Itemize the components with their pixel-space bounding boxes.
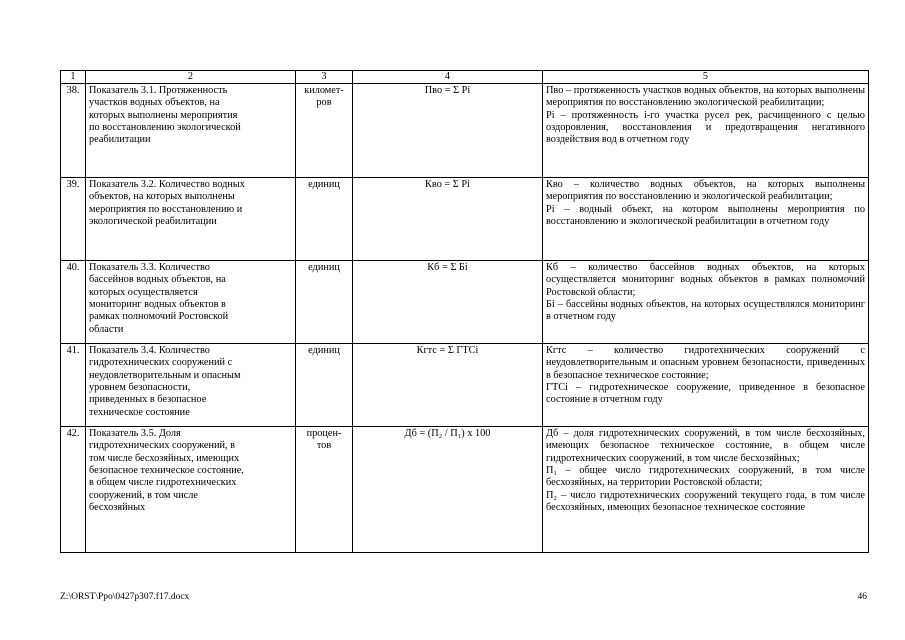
formula-cell: Кво = Σ Рi (353, 178, 543, 261)
description-paragraph: ГТСi – гидротехническое сооружение, приведенное в безопасное состояние в отчетном году (546, 382, 865, 406)
unit-cell (296, 178, 353, 261)
indicator-line: которых осуществляется (89, 286, 198, 298)
indicator-line: бесхозяйных (89, 502, 146, 514)
unit-line: километ- (304, 85, 344, 96)
description-paragraph: Пво – протяженность участков водных объектов, на которых выполнены мероприятия по восстановлению экологической реабилитации; (546, 85, 865, 109)
table-row (61, 84, 869, 178)
indicator-table (60, 70, 869, 553)
indicator-cell (86, 261, 296, 344)
indicator-line: Показатель 3.3. Количество (89, 262, 210, 273)
indicator-line: мероприятия по восстановлению и (89, 203, 243, 215)
description-cell (543, 427, 869, 553)
indicator-line: сооружений, в том числе (89, 489, 198, 501)
header-cell: 4 (353, 71, 543, 84)
unit-line: тов (316, 440, 332, 452)
header-cell: 3 (296, 71, 353, 84)
row-number: 38. (61, 84, 86, 178)
description-cell (543, 84, 869, 178)
formula-cell: Кб = Σ Бi (353, 261, 543, 344)
unit-line: единиц (308, 262, 340, 273)
description-paragraph: Рi – протяженность i-го участка русел рек, расчищенного с целью оздоровления, восстановления и предотвращения негативного воздействия вод в отчетном году (546, 109, 865, 146)
description-cell (543, 344, 869, 427)
unit-cell (296, 84, 353, 178)
indicator-line: том числе бесхозяйных, имеющих (89, 452, 240, 464)
indicator-line: гидротехнических сооружений, в (89, 440, 236, 452)
indicator-line: приведенных в безопасное (89, 394, 207, 406)
indicator-line: объектов, на которых выполнены (89, 191, 235, 203)
indicator-line: рамках полномочий Ростовской (89, 311, 229, 323)
indicator-line: по восстановлению экологической (89, 122, 241, 134)
unit-cell (296, 427, 353, 553)
indicator-line: бассейнов водных объектов, на (89, 274, 226, 286)
indicator-cell (86, 178, 296, 261)
row-number: 40. (61, 261, 86, 344)
formula-cell: Кгтс = Σ ГТСi (353, 344, 543, 427)
description-paragraph: Рi – водный объект, на котором выполнены мероприятия по восстановлению и экологической реабилитации в отчетном году (546, 203, 865, 228)
table-row (61, 427, 869, 553)
indicator-line: участков водных объектов, на (89, 97, 220, 109)
header-cell: 2 (86, 71, 296, 84)
indicator-line: неудовлетворительным и опасным (89, 369, 241, 381)
description-cell (543, 261, 869, 344)
table-row (61, 261, 869, 344)
formula-cell: Пво = Σ Рi (353, 84, 543, 178)
indicator-line: мониторинг водных объектов в (89, 299, 226, 311)
description-paragraph: Дб – доля гидротехнических сооружений, в том числе бесхозяйных, имеющих безопасное техническое состояние, в общем числе гидротехнических сооружений, в том числе бесхозяйных; (546, 428, 865, 464)
description-paragraph: Кво – количество водных объектов, на которых выполнены мероприятия по восстановлению и экологической реабилитации; (546, 179, 865, 203)
table-row (61, 344, 869, 427)
unit-line: единиц (308, 179, 340, 190)
description-cell (543, 178, 869, 261)
row-number: 42. (61, 427, 86, 553)
row-number: 41. (61, 344, 86, 427)
indicator-line: техническое состояние (89, 406, 190, 418)
formula-cell: Дб = (П₂ / П₁) х 100 (353, 427, 543, 553)
unit-line: процен- (306, 428, 342, 439)
indicator-line: в общем числе гидротехнических (89, 477, 237, 489)
table-header-row (61, 71, 869, 84)
table-row (61, 178, 869, 261)
indicator-line: которых выполнены мероприятия (89, 109, 238, 121)
description-paragraph: Кб – количество бассейнов водных объектов, на которых осуществляется мониторинг водных объектов в рамках полномочий Ростовской области; (546, 262, 865, 298)
unit-line: единиц (308, 345, 340, 356)
unit-cell (296, 261, 353, 344)
indicator-cell (86, 427, 296, 553)
page-number: 46 (857, 592, 867, 602)
footer-file-path: Z:\ORST\Ppo\0427p307.f17.docx (60, 592, 190, 602)
description-paragraph: Бi – бассейны водных объектов, на которых осуществлялся мониторинг в отчетном году (546, 299, 865, 323)
indicator-line: Показатель 3.1. Протяженность (89, 85, 228, 96)
indicator-line: уровнем безопасности, (89, 382, 191, 394)
unit-line: ров (316, 97, 332, 109)
indicator-line: гидротехнических сооружений с (89, 357, 233, 369)
indicator-cell (86, 344, 296, 427)
indicator-line: безопасное техническое состояние, (89, 465, 244, 477)
unit-cell (296, 344, 353, 427)
indicator-line: области (89, 323, 124, 335)
row-number: 39. (61, 178, 86, 261)
header-cell: 5 (543, 71, 869, 84)
indicator-cell (86, 84, 296, 178)
indicator-line: Показатель 3.5. Доля (89, 428, 181, 439)
description-paragraph: Кгтс – количество гидротехнических сооружений с неудовлетворительным и опасным уровнем безопасности, приведенных в безопасное техническое состояние; (546, 345, 865, 381)
indicator-line: Показатель 3.4. Количество (89, 345, 210, 356)
indicator-line: Показатель 3.2. Количество водных (89, 179, 245, 190)
indicator-line: реабилитации (89, 134, 151, 146)
description-paragraph: П₁ – общее число гидротехнических сооружений, в том числе бесхозяйных, на территории Ростовской области; (546, 465, 865, 489)
description-paragraph: П₂ – число гидротехнических сооружений текущего года, в том числе бесхозяйных, имеющих безопасное техническое состояние (546, 489, 865, 514)
indicator-line: экологической реабилитации (89, 216, 217, 228)
header-cell: 1 (61, 71, 86, 84)
